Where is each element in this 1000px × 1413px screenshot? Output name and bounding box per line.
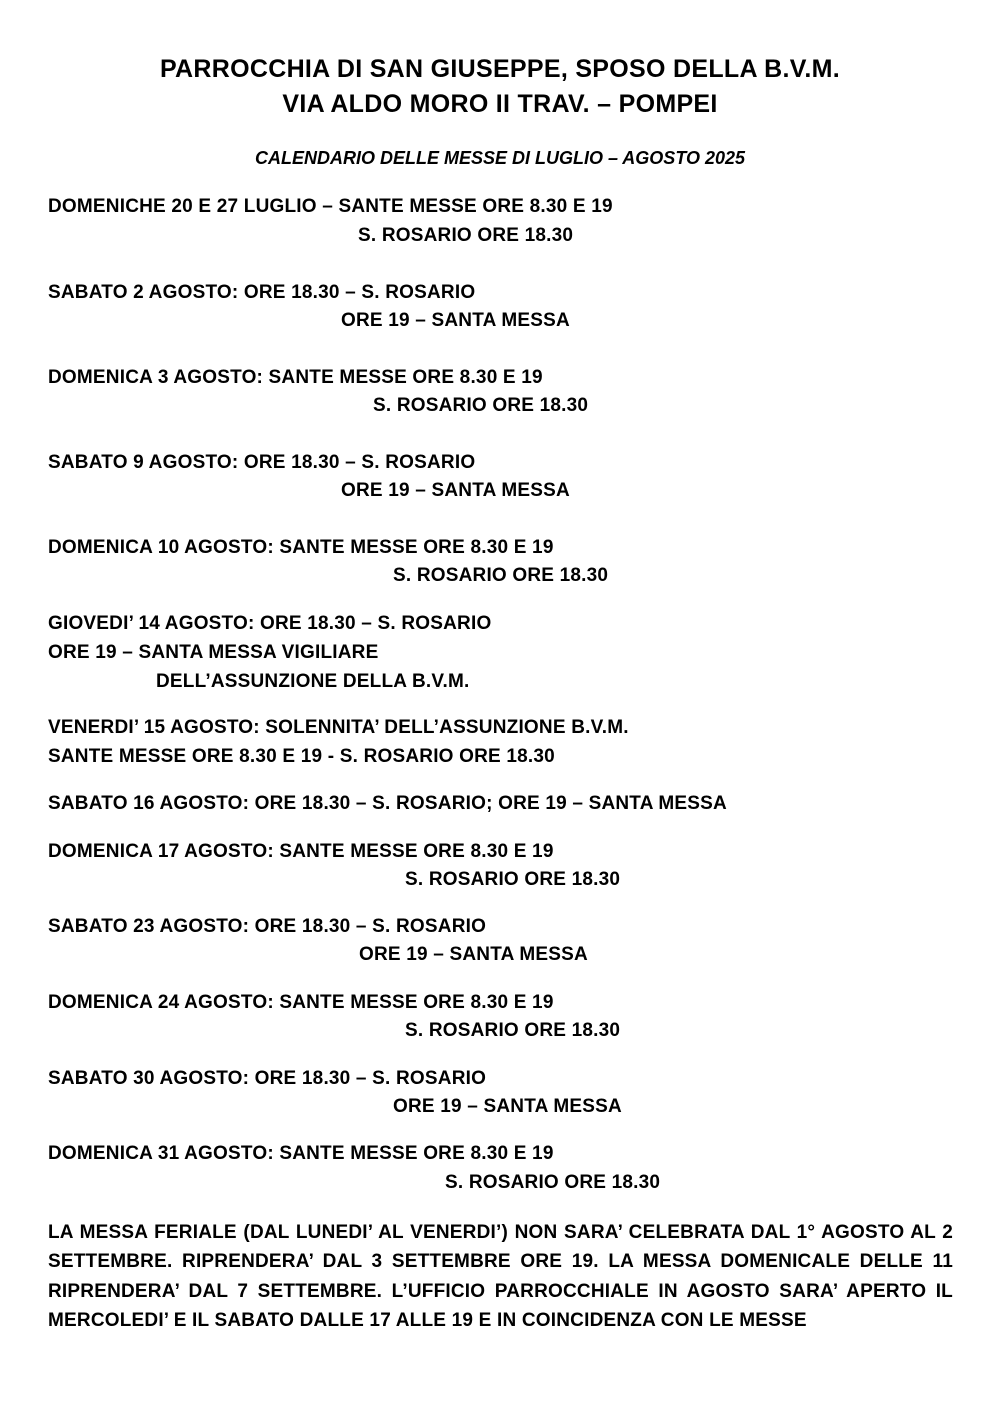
entry-line: S. ROSARIO ORE 18.30	[373, 395, 589, 416]
entry-line: ORE 19 – SANTA MESSA	[341, 310, 570, 331]
entry-line: DELL’ASSUNZIONE DELLA B.V.M.	[156, 671, 470, 692]
entry-line: GIOVEDI’ 14 AGOSTO: ORE 18.30 – S. ROSARIO	[48, 613, 492, 634]
entry-line: SANTE MESSE ORE 8.30 E 19 - S. ROSARIO ORE 18.30	[48, 746, 555, 767]
parish-name: PARROCCHIA DI SAN GIUSEPPE, SPOSO DELLA B.V.M.	[159, 55, 841, 83]
entry-line: ORE 19 – SANTA MESSA	[341, 480, 570, 501]
entry-line: SABATO 16 AGOSTO: ORE 18.30 – S. ROSARIO; ORE 19 – SANTA MESSA	[48, 793, 727, 814]
entry-line: DOMENICA 10 AGOSTO: SANTE MESSE ORE 8.30 E 19	[48, 537, 554, 558]
entry-line: SABATO 9 AGOSTO: ORE 18.30 – S. ROSARIO	[48, 452, 476, 473]
entry-line: S. ROSARIO ORE 18.30	[393, 565, 609, 586]
entry-line: ORE 19 – SANTA MESSA VIGILIARE	[48, 642, 379, 663]
entry-line: S. ROSARIO ORE 18.30	[405, 1020, 621, 1041]
entry-line: S. ROSARIO ORE 18.30	[405, 869, 621, 890]
entry-line: ORE 19 – SANTA MESSA	[393, 1096, 622, 1117]
entry-line: DOMENICA 3 AGOSTO: SANTE MESSE ORE 8.30 E 19	[48, 367, 543, 388]
entry-line: SABATO 2 AGOSTO: ORE 18.30 – S. ROSARIO	[48, 282, 476, 303]
notice-paragraph: LA MESSA FERIALE (DAL LUNEDI’ AL VENERDI’) NON SARA’ CELEBRATA DAL 1° AGOSTO AL 2 SETTEMBRE. RIPRENDERA’ DAL 3 SETTEMBRE ORE 19. LA MESSA DOMENICALE DELLE 11 RIPRENDERA’ DAL 7 SETTEMBRE. L’UFFICIO PARROCCHIALE IN AGOSTO SARA’ APERTO IL MERCOLEDI’ E IL SABATO DALLE 17 ALLE 19 E IN COINCIDENZA CON LE MESSE	[48, 1222, 953, 1331]
calendar-title: CALENDARIO DELLE MESSE DI LUGLIO – AGOSTO 2025	[254, 148, 746, 168]
entry-line: ORE 19 – SANTA MESSA	[359, 944, 588, 965]
entry-line: DOMENICA 24 AGOSTO: SANTE MESSE ORE 8.30 E 19	[48, 992, 554, 1013]
entry-line: S. ROSARIO ORE 18.30	[445, 1172, 661, 1193]
entry-line: VENERDI’ 15 AGOSTO: SOLENNITA’ DELL’ASSUNZIONE B.V.M.	[48, 717, 629, 738]
entry-line: S. ROSARIO ORE 18.30	[358, 225, 574, 246]
entry-line: SABATO 23 AGOSTO: ORE 18.30 – S. ROSARIO	[48, 916, 487, 937]
entry-line: DOMENICHE 20 E 27 LUGLIO – SANTE MESSE ORE 8.30 E 19	[48, 196, 613, 217]
entry-line: SABATO 30 AGOSTO: ORE 18.30 – S. ROSARIO	[48, 1068, 487, 1089]
entry-line: DOMENICA 31 AGOSTO: SANTE MESSE ORE 8.30 E 19	[48, 1143, 554, 1164]
entry-line: DOMENICA 17 AGOSTO: SANTE MESSE ORE 8.30 E 19	[48, 841, 554, 862]
parish-address: VIA ALDO MORO II TRAV. – POMPEI	[282, 90, 718, 118]
